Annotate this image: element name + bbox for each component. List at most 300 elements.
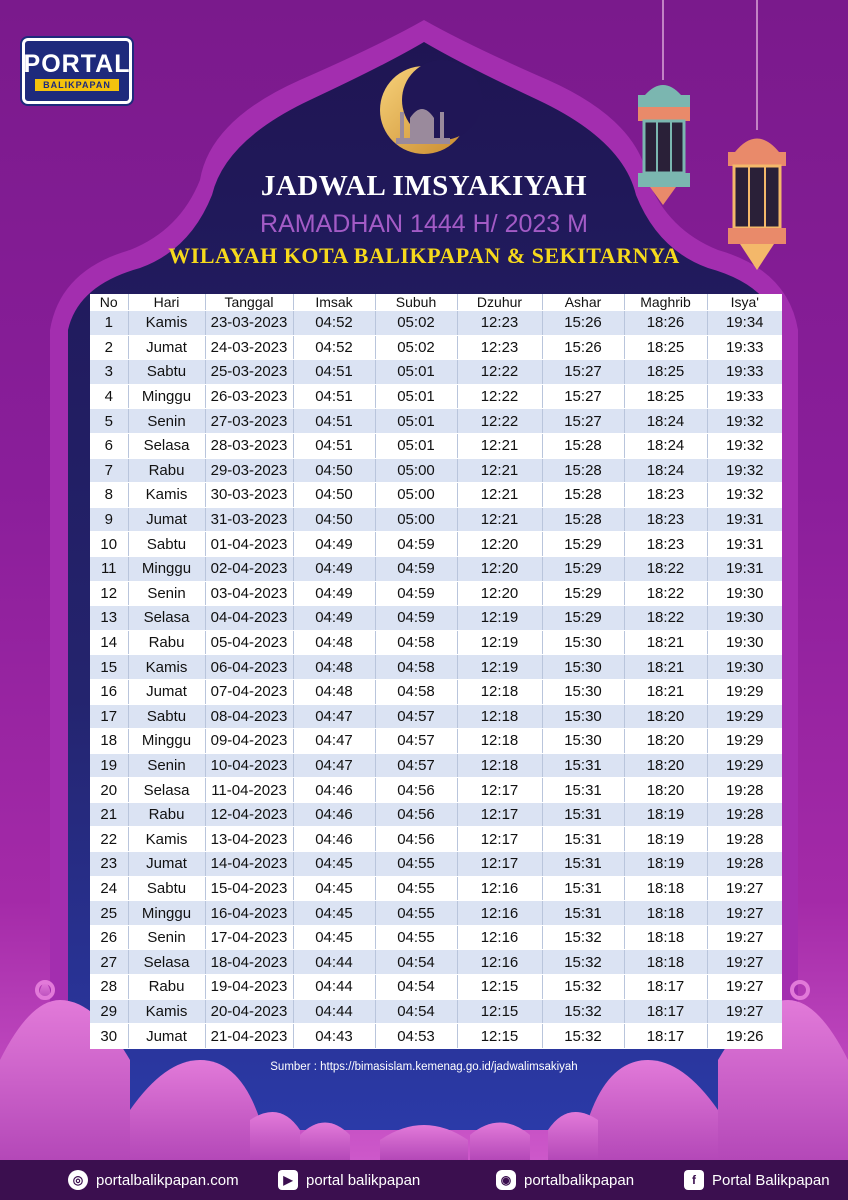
table-cell: 18:17 bbox=[624, 975, 707, 1000]
table-cell: 18:20 bbox=[624, 729, 707, 754]
table-cell: 18:18 bbox=[624, 925, 707, 950]
table-row bbox=[90, 630, 782, 655]
table-row bbox=[90, 925, 782, 950]
table-cell: 04:43 bbox=[293, 1024, 375, 1049]
table-cell: 13 bbox=[90, 606, 128, 631]
table-cell: 15:30 bbox=[542, 655, 624, 680]
table-cell: 15:31 bbox=[542, 901, 624, 926]
table-cell: 12:22 bbox=[457, 384, 542, 409]
table-cell: 11-04-2023 bbox=[205, 778, 293, 803]
table-cell: 16-04-2023 bbox=[205, 901, 293, 926]
table-cell: Rabu bbox=[128, 802, 205, 827]
table-cell: 17 bbox=[90, 704, 128, 729]
table-cell: 12:18 bbox=[457, 729, 542, 754]
table-cell: 26-03-2023 bbox=[205, 384, 293, 409]
table-cell: 18:19 bbox=[624, 827, 707, 852]
table-cell: 6 bbox=[90, 433, 128, 458]
table-cell: 12:19 bbox=[457, 630, 542, 655]
logo-main-text: PORTAL bbox=[23, 50, 131, 78]
table-cell: 12:20 bbox=[457, 581, 542, 606]
table-cell: Selasa bbox=[128, 950, 205, 975]
table-cell: 20-04-2023 bbox=[205, 999, 293, 1024]
table-cell: 01-04-2023 bbox=[205, 532, 293, 557]
table-cell: 05:02 bbox=[375, 311, 457, 336]
table-cell: 12:16 bbox=[457, 876, 542, 901]
table-cell: Sabtu bbox=[128, 704, 205, 729]
table-cell: 04:52 bbox=[293, 311, 375, 336]
facebook-icon: f bbox=[684, 1170, 704, 1190]
table-row bbox=[90, 507, 782, 532]
table-cell: 12:15 bbox=[457, 1024, 542, 1049]
table-cell: 12:23 bbox=[457, 311, 542, 336]
logo-sub-text: BALIKPAPAN bbox=[35, 79, 119, 91]
table-cell: 04:45 bbox=[293, 901, 375, 926]
table-cell: Kamis bbox=[128, 999, 205, 1024]
table-cell: 18:26 bbox=[624, 311, 707, 336]
table-cell: 04:56 bbox=[375, 778, 457, 803]
table-cell: 04:52 bbox=[293, 335, 375, 360]
table-cell: 18:25 bbox=[624, 360, 707, 385]
youtube-icon: ▶ bbox=[278, 1170, 298, 1190]
table-cell: 12:17 bbox=[457, 827, 542, 852]
column-header: Maghrib bbox=[624, 294, 707, 311]
table-cell: 04:50 bbox=[293, 507, 375, 532]
table-cell: Selasa bbox=[128, 606, 205, 631]
table-cell: 04:49 bbox=[293, 581, 375, 606]
table-cell: 12 bbox=[90, 581, 128, 606]
table-cell: 22 bbox=[90, 827, 128, 852]
table-cell: 18:21 bbox=[624, 679, 707, 704]
table-cell: 12:21 bbox=[457, 507, 542, 532]
table-cell: Kamis bbox=[128, 311, 205, 336]
instagram-icon: ◉ bbox=[496, 1170, 516, 1190]
table-cell: 02-04-2023 bbox=[205, 556, 293, 581]
footer-youtube[interactable] bbox=[278, 1170, 420, 1190]
table-cell: 04:44 bbox=[293, 999, 375, 1024]
table-cell: 15:32 bbox=[542, 975, 624, 1000]
table-cell: 15:31 bbox=[542, 802, 624, 827]
table-cell: 05:00 bbox=[375, 507, 457, 532]
table-cell: 04:44 bbox=[293, 950, 375, 975]
table-cell: Sabtu bbox=[128, 876, 205, 901]
table-cell: Minggu bbox=[128, 901, 205, 926]
footer-facebook-text: Portal Balikpapan bbox=[712, 1171, 830, 1189]
column-header: No bbox=[90, 294, 128, 311]
table-row bbox=[90, 999, 782, 1024]
table-cell: 04:47 bbox=[293, 753, 375, 778]
table-cell: 16 bbox=[90, 679, 128, 704]
table-cell: 2 bbox=[90, 335, 128, 360]
footer-instagram-text: portalbalikpapan bbox=[524, 1171, 635, 1189]
table-cell: 11 bbox=[90, 556, 128, 581]
table-cell: 18:21 bbox=[624, 630, 707, 655]
table-cell: 15:28 bbox=[542, 483, 624, 508]
table-cell: 04:54 bbox=[375, 975, 457, 1000]
table-cell: 18:19 bbox=[624, 852, 707, 877]
table-cell: 19:29 bbox=[707, 704, 782, 729]
table-cell: 15:32 bbox=[542, 925, 624, 950]
table-cell: 7 bbox=[90, 458, 128, 483]
table-cell: 12:16 bbox=[457, 901, 542, 926]
table-cell: 18:19 bbox=[624, 802, 707, 827]
table-row bbox=[90, 778, 782, 803]
table-cell: 04:46 bbox=[293, 827, 375, 852]
table-cell: 04:51 bbox=[293, 360, 375, 385]
table-cell: 28 bbox=[90, 975, 128, 1000]
table-cell: 12:17 bbox=[457, 778, 542, 803]
table-cell: 19:33 bbox=[707, 335, 782, 360]
table-cell: 5 bbox=[90, 409, 128, 434]
table-cell: 19:30 bbox=[707, 655, 782, 680]
table-cell: 12:22 bbox=[457, 360, 542, 385]
table-body bbox=[90, 311, 782, 1049]
table-cell: 18 bbox=[90, 729, 128, 754]
table-cell: 19:30 bbox=[707, 581, 782, 606]
table-cell: Selasa bbox=[128, 433, 205, 458]
table-cell: 04:55 bbox=[375, 925, 457, 950]
table-cell: 04:47 bbox=[293, 704, 375, 729]
table-row bbox=[90, 409, 782, 434]
table-cell: 15:27 bbox=[542, 360, 624, 385]
table-cell: 04:51 bbox=[293, 409, 375, 434]
table-cell: 19:29 bbox=[707, 679, 782, 704]
table-cell: 19:28 bbox=[707, 802, 782, 827]
table-cell: 19-04-2023 bbox=[205, 975, 293, 1000]
table-cell: 19:33 bbox=[707, 360, 782, 385]
table-row bbox=[90, 556, 782, 581]
table-cell: 14-04-2023 bbox=[205, 852, 293, 877]
table-cell: 04:56 bbox=[375, 802, 457, 827]
table-cell: 15:28 bbox=[542, 507, 624, 532]
table-row bbox=[90, 876, 782, 901]
table-header-row bbox=[90, 294, 782, 311]
table-cell: 17-04-2023 bbox=[205, 925, 293, 950]
table-cell: 04:58 bbox=[375, 630, 457, 655]
table-cell: 12:15 bbox=[457, 975, 542, 1000]
table-row bbox=[90, 827, 782, 852]
table-cell: 12:21 bbox=[457, 458, 542, 483]
table-cell: 18:24 bbox=[624, 409, 707, 434]
table-cell: 19:29 bbox=[707, 729, 782, 754]
table-cell: Rabu bbox=[128, 630, 205, 655]
table-cell: 04:58 bbox=[375, 655, 457, 680]
table-cell: 15:26 bbox=[542, 335, 624, 360]
table-cell: Jumat bbox=[128, 507, 205, 532]
table-row bbox=[90, 335, 782, 360]
table-row bbox=[90, 753, 782, 778]
table-cell: 19:27 bbox=[707, 876, 782, 901]
table-cell: 23-03-2023 bbox=[205, 311, 293, 336]
table-cell: 12-04-2023 bbox=[205, 802, 293, 827]
footer-website-text: portalbalikpapan.com bbox=[96, 1171, 239, 1189]
table-cell: 19:27 bbox=[707, 975, 782, 1000]
table-cell: 08-04-2023 bbox=[205, 704, 293, 729]
table-row bbox=[90, 950, 782, 975]
table-cell: 10 bbox=[90, 532, 128, 557]
table-row bbox=[90, 655, 782, 680]
table-cell: 04:51 bbox=[293, 384, 375, 409]
table-cell: 15:31 bbox=[542, 827, 624, 852]
table-cell: 04:53 bbox=[375, 1024, 457, 1049]
table-cell: 05:01 bbox=[375, 360, 457, 385]
table-cell: 12:20 bbox=[457, 532, 542, 557]
table-cell: 12:19 bbox=[457, 655, 542, 680]
table-cell: 04:47 bbox=[293, 729, 375, 754]
table-cell: 8 bbox=[90, 483, 128, 508]
table-cell: 04:58 bbox=[375, 679, 457, 704]
table-cell: 04:50 bbox=[293, 483, 375, 508]
table-cell: 19:27 bbox=[707, 925, 782, 950]
column-header: Ashar bbox=[542, 294, 624, 311]
table-cell: 15:29 bbox=[542, 581, 624, 606]
table-cell: 15:29 bbox=[542, 556, 624, 581]
table-cell: Jumat bbox=[128, 1024, 205, 1049]
table-cell: 04:48 bbox=[293, 655, 375, 680]
column-header: Tanggal bbox=[205, 294, 293, 311]
table-cell: 18:18 bbox=[624, 950, 707, 975]
table-cell: 04:49 bbox=[293, 532, 375, 557]
table-cell: Senin bbox=[128, 581, 205, 606]
table-cell: 12:20 bbox=[457, 556, 542, 581]
table-cell: Jumat bbox=[128, 335, 205, 360]
table-row bbox=[90, 384, 782, 409]
table-cell: 19:31 bbox=[707, 532, 782, 557]
table-row bbox=[90, 729, 782, 754]
page-subtitle: RAMADHAN 1444 H/ 2023 M bbox=[260, 210, 588, 238]
table-cell: 24-03-2023 bbox=[205, 335, 293, 360]
table-cell: 04:59 bbox=[375, 532, 457, 557]
schedule-table bbox=[90, 294, 762, 1049]
table-cell: 18:17 bbox=[624, 999, 707, 1024]
table-cell: 18:20 bbox=[624, 778, 707, 803]
table-cell: 19:28 bbox=[707, 852, 782, 877]
footer-facebook[interactable] bbox=[684, 1170, 830, 1190]
table-cell: 04:45 bbox=[293, 925, 375, 950]
table-cell: 04:46 bbox=[293, 778, 375, 803]
table-cell: 15:32 bbox=[542, 950, 624, 975]
column-header: Dzuhur bbox=[457, 294, 542, 311]
table-cell: Selasa bbox=[128, 778, 205, 803]
table-cell: 15:31 bbox=[542, 753, 624, 778]
globe-icon: ◎ bbox=[68, 1170, 88, 1190]
table-cell: 19:26 bbox=[707, 1024, 782, 1049]
table-row bbox=[90, 433, 782, 458]
table-cell: Jumat bbox=[128, 679, 205, 704]
table-cell: 18:23 bbox=[624, 507, 707, 532]
table-cell: 23 bbox=[90, 852, 128, 877]
table-cell: 14 bbox=[90, 630, 128, 655]
table-cell: 15:27 bbox=[542, 384, 624, 409]
table-cell: 18:23 bbox=[624, 483, 707, 508]
table-cell: 12:21 bbox=[457, 433, 542, 458]
table-cell: 19:27 bbox=[707, 901, 782, 926]
table-cell: 05:01 bbox=[375, 409, 457, 434]
table-cell: 04:57 bbox=[375, 704, 457, 729]
table-cell: Minggu bbox=[128, 729, 205, 754]
page-title: JADWAL IMSYAKIYAH bbox=[260, 170, 588, 202]
table-cell: 30-03-2023 bbox=[205, 483, 293, 508]
table-cell: 25 bbox=[90, 901, 128, 926]
table-cell: 04:54 bbox=[375, 999, 457, 1024]
table-row bbox=[90, 704, 782, 729]
table-cell: 15:31 bbox=[542, 778, 624, 803]
table-cell: 19:27 bbox=[707, 950, 782, 975]
table-cell: 19:32 bbox=[707, 409, 782, 434]
footer-youtube-text: portal balikpapan bbox=[306, 1171, 421, 1189]
table-cell: 25-03-2023 bbox=[205, 360, 293, 385]
table-cell: Sabtu bbox=[128, 532, 205, 557]
table-cell: Rabu bbox=[128, 975, 205, 1000]
table-cell: 19:28 bbox=[707, 778, 782, 803]
table-cell: 18:18 bbox=[624, 876, 707, 901]
table-cell: Senin bbox=[128, 925, 205, 950]
table-cell: Sabtu bbox=[128, 360, 205, 385]
table-cell: 04:45 bbox=[293, 852, 375, 877]
table-cell: Jumat bbox=[128, 852, 205, 877]
table-cell: 15:32 bbox=[542, 1024, 624, 1049]
table-cell: 27-03-2023 bbox=[205, 409, 293, 434]
table-cell: 15 bbox=[90, 655, 128, 680]
footer-website[interactable] bbox=[68, 1170, 239, 1190]
table-cell: 21-04-2023 bbox=[205, 1024, 293, 1049]
table-cell: 12:18 bbox=[457, 753, 542, 778]
table-cell: 12:22 bbox=[457, 409, 542, 434]
table-row bbox=[90, 532, 782, 557]
table-cell: 04:56 bbox=[375, 827, 457, 852]
table-cell: 19:32 bbox=[707, 458, 782, 483]
table-cell: 07-04-2023 bbox=[205, 679, 293, 704]
table-cell: 12:15 bbox=[457, 999, 542, 1024]
footer-bar bbox=[0, 1160, 848, 1200]
table-cell: 04:55 bbox=[375, 852, 457, 877]
table-cell: 05:00 bbox=[375, 458, 457, 483]
table-cell: 9 bbox=[90, 507, 128, 532]
table-row bbox=[90, 901, 782, 926]
table-cell: 15:27 bbox=[542, 409, 624, 434]
table-cell: 04:50 bbox=[293, 458, 375, 483]
source-note: Sumber : https://bimasislam.kemenag.go.id/jadwalimsakiyah bbox=[270, 1061, 578, 1073]
table-cell: 18:25 bbox=[624, 335, 707, 360]
table-cell: 04:54 bbox=[375, 950, 457, 975]
table-cell: Kamis bbox=[128, 827, 205, 852]
region-title: WILAYAH KOTA BALIKPAPAN & SEKITARNYA bbox=[168, 243, 680, 268]
table-cell: 19:33 bbox=[707, 384, 782, 409]
table-cell: 19 bbox=[90, 753, 128, 778]
table-cell: 30 bbox=[90, 1024, 128, 1049]
table-cell: 19:30 bbox=[707, 630, 782, 655]
table-cell: 18:22 bbox=[624, 556, 707, 581]
portal-balikpapan-logo bbox=[22, 38, 132, 104]
table-cell: 15:28 bbox=[542, 433, 624, 458]
table-cell: 18:20 bbox=[624, 704, 707, 729]
table-cell: 18:24 bbox=[624, 433, 707, 458]
table-row bbox=[90, 311, 782, 336]
table-cell: 28-03-2023 bbox=[205, 433, 293, 458]
table-cell: 27 bbox=[90, 950, 128, 975]
column-header: Isya' bbox=[707, 294, 782, 311]
table-cell: 18:24 bbox=[624, 458, 707, 483]
table-cell: 15-04-2023 bbox=[205, 876, 293, 901]
table-cell: 15:29 bbox=[542, 606, 624, 631]
table-cell: 12:16 bbox=[457, 925, 542, 950]
table-cell: 3 bbox=[90, 360, 128, 385]
table-cell: Minggu bbox=[128, 556, 205, 581]
table-cell: 12:17 bbox=[457, 852, 542, 877]
table-cell: 15:29 bbox=[542, 532, 624, 557]
table-row bbox=[90, 458, 782, 483]
table-cell: 24 bbox=[90, 876, 128, 901]
table-cell: 21 bbox=[90, 802, 128, 827]
table-cell: 19:34 bbox=[707, 311, 782, 336]
table-cell: 26 bbox=[90, 925, 128, 950]
table-cell: Senin bbox=[128, 409, 205, 434]
table-cell: 18:22 bbox=[624, 581, 707, 606]
table-cell: 12:18 bbox=[457, 704, 542, 729]
table-cell: 04:59 bbox=[375, 606, 457, 631]
table-cell: 12:17 bbox=[457, 802, 542, 827]
table-cell: 04-04-2023 bbox=[205, 606, 293, 631]
table-cell: 15:31 bbox=[542, 852, 624, 877]
table-row bbox=[90, 483, 782, 508]
table-cell: 04:44 bbox=[293, 975, 375, 1000]
table-cell: 13-04-2023 bbox=[205, 827, 293, 852]
table-cell: Kamis bbox=[128, 655, 205, 680]
table-cell: 12:16 bbox=[457, 950, 542, 975]
table-cell: 19:31 bbox=[707, 556, 782, 581]
table-cell: 18:20 bbox=[624, 753, 707, 778]
table-cell: 04:49 bbox=[293, 556, 375, 581]
table-cell: 09-04-2023 bbox=[205, 729, 293, 754]
table-row bbox=[90, 679, 782, 704]
table-cell: 18:22 bbox=[624, 606, 707, 631]
table-cell: 04:48 bbox=[293, 679, 375, 704]
table-cell: 18:25 bbox=[624, 384, 707, 409]
table-cell: 29-03-2023 bbox=[205, 458, 293, 483]
column-header: Subuh bbox=[375, 294, 457, 311]
table-cell: 04:46 bbox=[293, 802, 375, 827]
table-cell: 03-04-2023 bbox=[205, 581, 293, 606]
table-cell: 05:02 bbox=[375, 335, 457, 360]
table-cell: 04:48 bbox=[293, 630, 375, 655]
table-cell: 15:30 bbox=[542, 679, 624, 704]
table-cell: 15:32 bbox=[542, 999, 624, 1024]
table-cell: 1 bbox=[90, 311, 128, 336]
table-cell: Rabu bbox=[128, 458, 205, 483]
table-cell: 12:19 bbox=[457, 606, 542, 631]
table-cell: 31-03-2023 bbox=[205, 507, 293, 532]
table-cell: 18:23 bbox=[624, 532, 707, 557]
table-row bbox=[90, 1024, 782, 1049]
table-cell: 04:45 bbox=[293, 876, 375, 901]
footer-instagram[interactable] bbox=[496, 1170, 634, 1190]
table-cell: 15:26 bbox=[542, 311, 624, 336]
table-cell: 18:18 bbox=[624, 901, 707, 926]
table-cell: 04:59 bbox=[375, 581, 457, 606]
table-cell: 18:17 bbox=[624, 1024, 707, 1049]
table-cell: 29 bbox=[90, 999, 128, 1024]
table-cell: 12:21 bbox=[457, 483, 542, 508]
table-cell: 15:28 bbox=[542, 458, 624, 483]
table-cell: 04:55 bbox=[375, 901, 457, 926]
table-cell: 12:23 bbox=[457, 335, 542, 360]
table-cell: 19:30 bbox=[707, 606, 782, 631]
table-cell: 15:30 bbox=[542, 729, 624, 754]
table-cell: 12:18 bbox=[457, 679, 542, 704]
table-cell: 04:59 bbox=[375, 556, 457, 581]
column-header: Imsak bbox=[293, 294, 375, 311]
table-cell: 05:01 bbox=[375, 384, 457, 409]
table-cell: 19:31 bbox=[707, 507, 782, 532]
